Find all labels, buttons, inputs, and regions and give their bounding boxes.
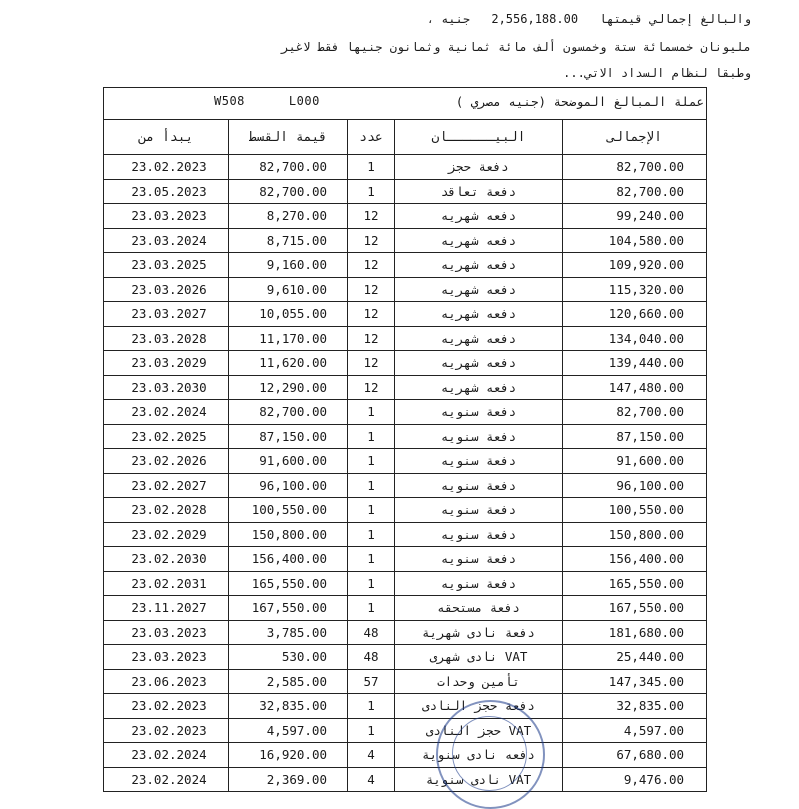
count-cell: 1 [348, 718, 395, 743]
total-cell: 99,240.00 [563, 204, 707, 229]
count-cell: 12 [348, 253, 395, 278]
table-caption-row [104, 88, 707, 120]
description-cell: دفعة سنويه [395, 400, 563, 425]
count-cell: 4 [348, 767, 395, 792]
description-cell: دفعة حجز النادى [395, 694, 563, 719]
start-date-cell: 23.06.2023 [104, 669, 229, 694]
count-cell: 1 [348, 400, 395, 425]
count-cell: 4 [348, 743, 395, 768]
description-cell: دفعة سنويه [395, 473, 563, 498]
count-cell: 12 [348, 277, 395, 302]
description-cell: دفعه شهريه [395, 204, 563, 229]
total-cell: 165,550.00 [563, 571, 707, 596]
total-cell: 67,680.00 [563, 743, 707, 768]
description-cell: دفعة تعاقد [395, 179, 563, 204]
description-cell: دفعة سنويه [395, 449, 563, 474]
table-row [104, 596, 707, 621]
total-cell: 147,345.00 [563, 669, 707, 694]
installment-cell: 91,600.00 [229, 449, 348, 474]
unit-code-building: W508 [214, 94, 245, 108]
installment-cell: 2,585.00 [229, 669, 348, 694]
table-row [104, 351, 707, 376]
start-date-cell: 23.03.2030 [104, 375, 229, 400]
count-cell: 12 [348, 351, 395, 376]
table-row [104, 547, 707, 572]
installment-cell: 4,597.00 [229, 718, 348, 743]
total-cell: 4,597.00 [563, 718, 707, 743]
table-row [104, 767, 707, 792]
start-date-cell: 23.03.2023 [104, 204, 229, 229]
table-body [104, 155, 707, 792]
start-date-cell: 23.02.2025 [104, 424, 229, 449]
installment-cell: 8,270.00 [229, 204, 348, 229]
description-cell: دفعة سنويه [395, 571, 563, 596]
table-row [104, 669, 707, 694]
installment-cell: 11,170.00 [229, 326, 348, 351]
start-date-cell: 23.03.2029 [104, 351, 229, 376]
description-cell: دفعه شهريه [395, 302, 563, 327]
start-date-cell: 23.03.2023 [104, 620, 229, 645]
count-cell: 1 [348, 424, 395, 449]
total-cell: 96,100.00 [563, 473, 707, 498]
total-cell: 82,700.00 [563, 155, 707, 180]
installment-cell: 96,100.00 [229, 473, 348, 498]
table-row [104, 302, 707, 327]
start-date-cell: 23.05.2023 [104, 179, 229, 204]
installment-cell: 9,160.00 [229, 253, 348, 278]
installment-cell: 12,290.00 [229, 375, 348, 400]
header-count: عدد [348, 120, 395, 155]
header-start-date: يبدأ من [104, 120, 229, 155]
table-header-row [104, 120, 707, 155]
start-date-cell: 23.02.2028 [104, 498, 229, 523]
start-date-cell: 23.02.2031 [104, 571, 229, 596]
installment-cell: 2,369.00 [229, 767, 348, 792]
total-cell: 32,835.00 [563, 694, 707, 719]
start-date-cell: 23.02.2030 [104, 547, 229, 572]
installment-cell: 530.00 [229, 645, 348, 670]
count-cell: 12 [348, 204, 395, 229]
count-cell: 1 [348, 596, 395, 621]
currency-caption: عملة المبالغ الموضحة (جنيه مصري ) [455, 94, 705, 109]
amount-in-words: مليونان خمسمائة ستة وخمسون ألف مائة ثمانية وثمانون جنيها فقط لاغير [281, 40, 751, 54]
count-cell: 48 [348, 645, 395, 670]
count-cell: 12 [348, 375, 395, 400]
total-cell: 115,320.00 [563, 277, 707, 302]
count-cell: 1 [348, 694, 395, 719]
start-date-cell: 23.02.2024 [104, 743, 229, 768]
installment-cell: 11,620.00 [229, 351, 348, 376]
start-date-cell: 23.03.2025 [104, 253, 229, 278]
start-date-cell: 23.02.2024 [104, 767, 229, 792]
total-cell: 150,800.00 [563, 522, 707, 547]
start-date-cell: 23.03.2024 [104, 228, 229, 253]
description-cell: دفعه شهريه [395, 253, 563, 278]
total-amount-unit: جنيه ، [426, 12, 471, 26]
table-row [104, 204, 707, 229]
total-amount-label: والبالغ إجمالي قيمتها [599, 12, 751, 26]
count-cell: 12 [348, 326, 395, 351]
total-cell: 181,680.00 [563, 620, 707, 645]
table-row [104, 253, 707, 278]
installment-cell: 87,150.00 [229, 424, 348, 449]
start-date-cell: 23.02.2023 [104, 694, 229, 719]
total-amount-value: 2,556,188.00 [491, 12, 579, 26]
description-cell: دفعة سنويه [395, 498, 563, 523]
description-cell: دفعه نادى سنوية [395, 743, 563, 768]
total-cell: 82,700.00 [563, 179, 707, 204]
count-cell: 12 [348, 302, 395, 327]
start-date-cell: 23.02.2029 [104, 522, 229, 547]
total-cell: 147,480.00 [563, 375, 707, 400]
total-cell: 134,040.00 [563, 326, 707, 351]
total-amount-line [427, 12, 751, 26]
table-row [104, 743, 707, 768]
table-row [104, 718, 707, 743]
installment-cell: 100,550.00 [229, 498, 348, 523]
total-cell: 104,580.00 [563, 228, 707, 253]
table-row [104, 326, 707, 351]
count-cell: 1 [348, 571, 395, 596]
installment-cell: 10,055.00 [229, 302, 348, 327]
total-cell: 167,550.00 [563, 596, 707, 621]
start-date-cell: 23.11.2027 [104, 596, 229, 621]
table-row [104, 449, 707, 474]
table-row [104, 473, 707, 498]
start-date-cell: 23.02.2023 [104, 155, 229, 180]
start-date-cell: 23.03.2026 [104, 277, 229, 302]
installment-cell: 8,715.00 [229, 228, 348, 253]
installment-cell: 82,700.00 [229, 155, 348, 180]
count-cell: 1 [348, 473, 395, 498]
table-row [104, 277, 707, 302]
description-cell: دفعه شهريه [395, 351, 563, 376]
start-date-cell: 23.02.2027 [104, 473, 229, 498]
installment-cell: 3,785.00 [229, 620, 348, 645]
description-cell: VAT حجز النادى [395, 718, 563, 743]
count-cell: 1 [348, 449, 395, 474]
start-date-cell: 23.02.2023 [104, 718, 229, 743]
table-row [104, 620, 707, 645]
table-row [104, 400, 707, 425]
start-date-cell: 23.03.2028 [104, 326, 229, 351]
description-cell: دفعة مستحقه [395, 596, 563, 621]
count-cell: 1 [348, 547, 395, 572]
total-cell: 139,440.00 [563, 351, 707, 376]
start-date-cell: 23.03.2023 [104, 645, 229, 670]
description-cell: VAT نادى شهرى [395, 645, 563, 670]
description-cell: VAT نادى سنوية [395, 767, 563, 792]
description-cell: دفعة سنويه [395, 547, 563, 572]
payment-schedule-table [103, 87, 707, 792]
count-cell: 1 [348, 498, 395, 523]
total-cell: 9,476.00 [563, 767, 707, 792]
table-row [104, 694, 707, 719]
count-cell: 57 [348, 669, 395, 694]
description-cell: دفعه شهريه [395, 228, 563, 253]
header-installment-value: قيمة القسط [229, 120, 348, 155]
table-row [104, 179, 707, 204]
total-cell: 91,600.00 [563, 449, 707, 474]
description-cell: دفعه شهريه [395, 326, 563, 351]
total-cell: 25,440.00 [563, 645, 707, 670]
count-cell: 1 [348, 522, 395, 547]
table-row [104, 228, 707, 253]
header-description: البيــــــان [395, 120, 563, 155]
start-date-cell: 23.02.2024 [104, 400, 229, 425]
payment-system-intro: وطبقا لنظام السداد الاتي... [563, 66, 751, 80]
count-cell: 12 [348, 228, 395, 253]
total-cell: 109,920.00 [563, 253, 707, 278]
description-cell: دفعة حجز [395, 155, 563, 180]
installment-cell: 167,550.00 [229, 596, 348, 621]
table-row [104, 522, 707, 547]
table-row [104, 571, 707, 596]
table-row [104, 155, 707, 180]
table-row [104, 375, 707, 400]
count-cell: 48 [348, 620, 395, 645]
unit-codes [214, 94, 320, 108]
installment-cell: 82,700.00 [229, 179, 348, 204]
installment-cell: 9,610.00 [229, 277, 348, 302]
count-cell: 1 [348, 179, 395, 204]
total-cell: 120,660.00 [563, 302, 707, 327]
description-cell: دفعة سنويه [395, 522, 563, 547]
table-row [104, 424, 707, 449]
start-date-cell: 23.02.2026 [104, 449, 229, 474]
header-total: الإجمالى [563, 120, 707, 155]
description-cell: دفعه شهريه [395, 277, 563, 302]
installment-cell: 156,400.00 [229, 547, 348, 572]
table-row [104, 498, 707, 523]
unit-code-unit: L000 [288, 94, 320, 108]
installment-cell: 32,835.00 [229, 694, 348, 719]
start-date-cell: 23.03.2027 [104, 302, 229, 327]
total-cell: 100,550.00 [563, 498, 707, 523]
description-cell: دفعة نادى شهرية [395, 620, 563, 645]
total-cell: 82,700.00 [563, 400, 707, 425]
total-cell: 87,150.00 [563, 424, 707, 449]
installment-cell: 150,800.00 [229, 522, 348, 547]
installment-cell: 165,550.00 [229, 571, 348, 596]
installment-cell: 82,700.00 [229, 400, 348, 425]
description-cell: دفعة سنويه [395, 424, 563, 449]
count-cell: 1 [348, 155, 395, 180]
description-cell: تأمين وحدات [395, 669, 563, 694]
installment-cell: 16,920.00 [229, 743, 348, 768]
description-cell: دفعه شهريه [395, 375, 563, 400]
table-row [104, 645, 707, 670]
total-cell: 156,400.00 [563, 547, 707, 572]
